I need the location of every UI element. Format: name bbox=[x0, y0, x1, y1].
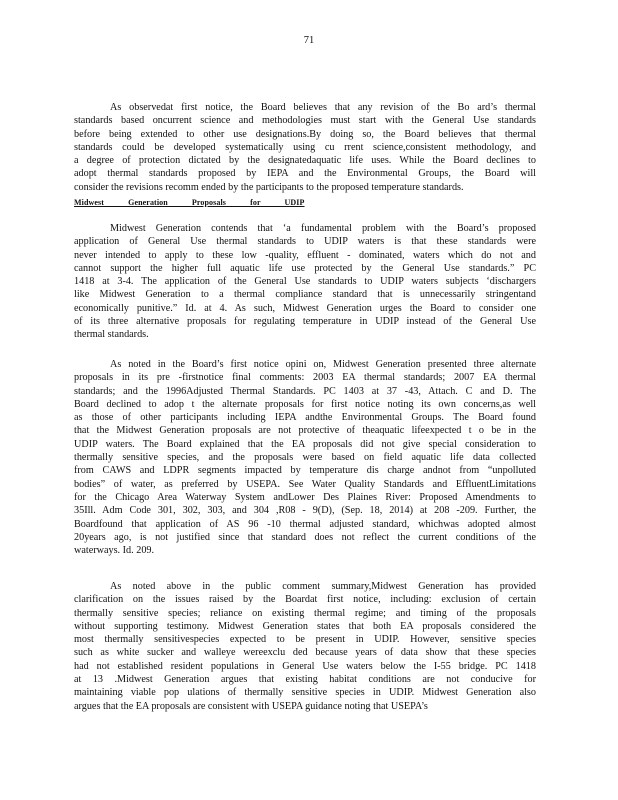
text-line: without supporting testimony. Midwest Generation states that both EA proposals considered the bbox=[74, 620, 536, 632]
text-line: had not established resident populations in General Use waters below the I-55 bridge. PC 1418 bbox=[74, 660, 536, 672]
text-line: waterways. Id. 209. bbox=[74, 545, 155, 557]
paragraph-alternate-proposals bbox=[74, 358, 536, 557]
text-line: Board declined to adop t the alternate proposals for first notice noting its own concerns,as well bbox=[74, 398, 536, 410]
text-line: As noted above in the public comment summary,Midwest Generation has provided bbox=[110, 581, 536, 592]
text-line: of its three alternative proposals for regulating temperature in UDIP instead of the General Use bbox=[74, 316, 536, 328]
text-line: proposals in its pre -firstnotice final comments: 2003 EA thermal standards; 2007 EA thermal bbox=[74, 372, 536, 384]
text-line: at 13 .Midwest Generation argues that existing habitat conditions are not conducive for bbox=[74, 674, 536, 686]
text-line: adopt thermal standards proposed by IEPA and the Environmental Groups, the Board will bbox=[74, 168, 536, 180]
text-line: Boardfound that application of AS 96 -10 thermal adjusted standard, whichwas adopted almost bbox=[74, 518, 536, 530]
paragraph-thermal-standards bbox=[74, 101, 536, 194]
text-line: thermally sensitive species; reliance on existing thermal regime; and timing of the proposals bbox=[74, 607, 536, 619]
text-line: cannot support the higher full aquatic life use protected by the General Use standards.” PC bbox=[74, 262, 536, 274]
text-line: standards based oncurrent science and methodologies must start with the General Use standards bbox=[74, 115, 536, 127]
text-line: a degree of protection dictated by the designatedaquatic life uses. While the Board declines to bbox=[74, 155, 536, 167]
text-line: that the Midwest Generation proposals are not protective of theaquatic lifeexpected t o be in the bbox=[74, 425, 536, 437]
text-line: As observedat first notice, the Board believes that any revision of the Bo ard’s thermal bbox=[110, 102, 536, 113]
page-number: 71 bbox=[303, 35, 315, 46]
paragraph-midwest-contentions bbox=[74, 222, 536, 342]
text-line: from CAWS and LDPR segments impacted by temperature dis charge andnot from “unpolluted bbox=[74, 465, 536, 477]
text-line: application of General Use thermal standards to UDIP waters is that these standards were bbox=[74, 236, 536, 248]
text-line: Midwest Generation contends that ‘a fundamental problem with the Board’s proposed bbox=[110, 223, 536, 234]
text-line: thermally sensitive species, and the proposals were based on field aquatic life data collected bbox=[74, 452, 536, 464]
text-line: standards; and the 1996Adjusted Thermal Standards. PC 1403 at 37 -43, Attach. C and D. The bbox=[74, 385, 536, 397]
text-line: 20years ago, is not justified since that standard does not reflect the current conditions of the bbox=[74, 531, 536, 543]
text-line: consider the revisions recomm ended by the participants to the proposed temperature standards. bbox=[74, 181, 464, 193]
text-line: like Midwest Generation to a thermal compliance standard that is unnecessarily stringentand bbox=[74, 289, 536, 301]
text-line: most thermally sensitivespecies expected to be present in UDIP. However, sensitive species bbox=[74, 634, 536, 646]
text-line: as those of other participants including IEPA andthe Environmental Groups. The Board found bbox=[74, 412, 536, 424]
section-heading: Midwest Generation Proposals for UDIP bbox=[74, 198, 305, 207]
paragraph-clarification bbox=[74, 580, 536, 713]
text-line: clarification on the issues raised by the Boardat first notice, including: exclusion of certain bbox=[74, 594, 536, 606]
text-line: such as white sucker and walleye wereexclu ded because years of data show that these species bbox=[74, 647, 536, 659]
text-line: bodies” of water, as preferred by USEPA. See Water Quality Standards and EffluentLimitations bbox=[74, 478, 536, 490]
text-line: 35Ill. Adm Code 301, 302, 303, and 304 ,R08 - 9(D), (Sep. 18, 2014) at 208 -209. Further, the bbox=[74, 505, 536, 517]
text-line: argues that the EA proposals are consistent with USEPA guidance noting that USEPA’s bbox=[74, 700, 428, 712]
text-line: for the Chicago Area Waterway System andLower Des Plaines River: Proposed Amendments to bbox=[74, 491, 536, 503]
text-line: economically punitive.” Id. at 4. As such, Midwest Generation urges the Board to consider one bbox=[74, 302, 536, 314]
text-line: UDIP waters. The Board explained that the EA proposals did not give special consideration to bbox=[74, 438, 536, 450]
text-line: 1418 at 3-4. The application of the General Use standards to UDIP waters subjects ‘dischargers bbox=[74, 276, 536, 288]
text-line: thermal standards. bbox=[74, 329, 149, 341]
text-line: before being extended to other use designations.By doing so, the Board believes that thermal bbox=[74, 128, 536, 140]
text-line: maintaining viable pop ulations of thermally sensitive species in UDIP. Midwest Generation also bbox=[74, 687, 536, 699]
text-line: As noted in the Board’s first notice opini on, Midwest Generation presented three alternate bbox=[110, 359, 536, 370]
text-line: standards could be developed systematically using cu rrent science,consistent methodology, and bbox=[74, 141, 536, 153]
text-line: never intended to apply to these low -quality, effluent - dominated, waters which do not and bbox=[74, 249, 536, 261]
